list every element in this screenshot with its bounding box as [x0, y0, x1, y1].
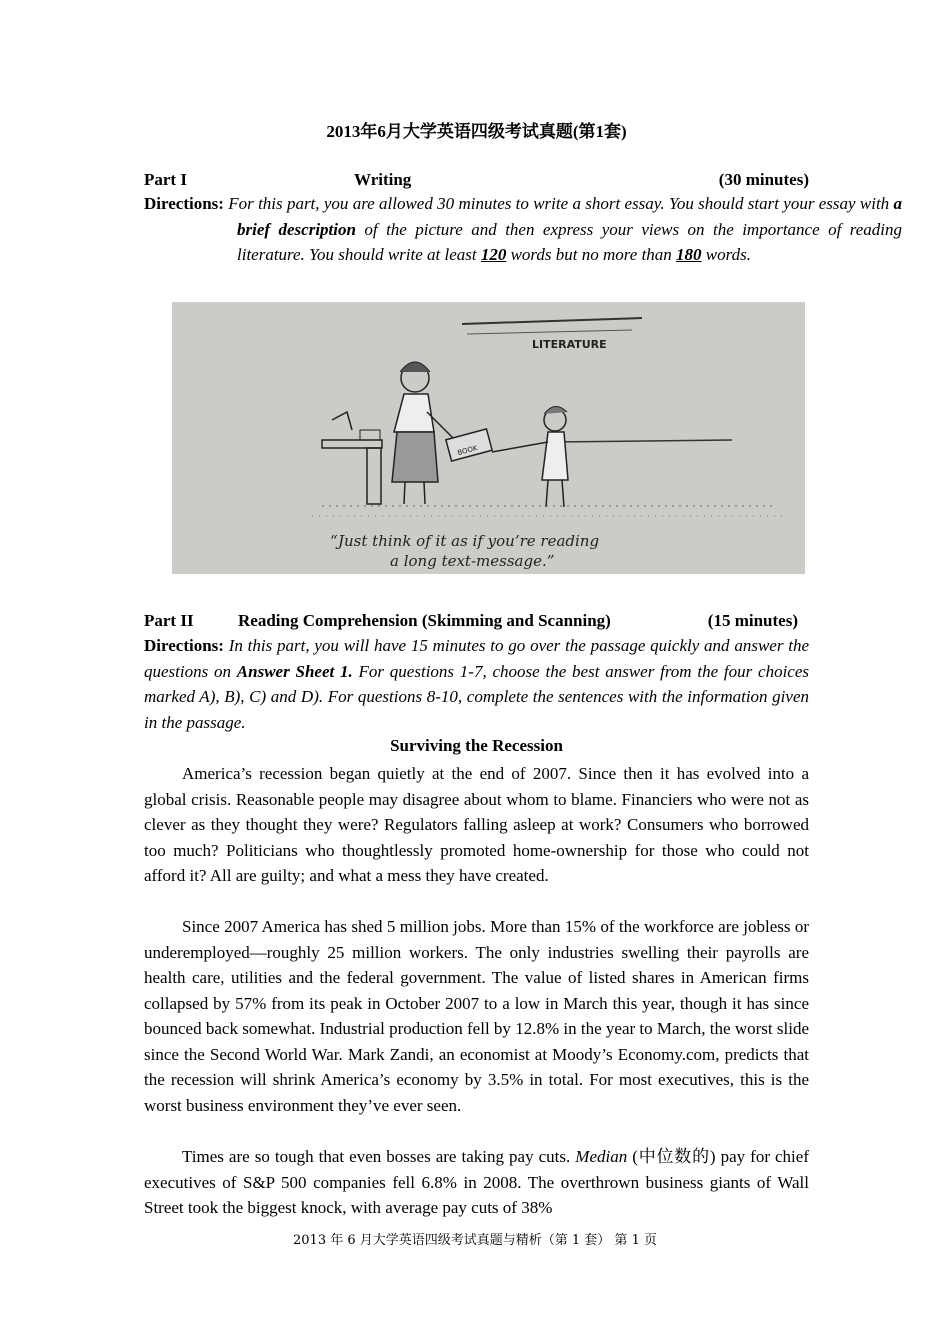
part1-label: Part I [144, 170, 187, 189]
sign-text: LITERATURE [532, 338, 607, 351]
part2-header [144, 611, 809, 635]
part2-directions-label: Directions: [144, 636, 224, 655]
part1-directions: Directions: For this part, you are allowed 30 minutes to write a short essay. You should start your essay with a brief description of the picture and then express your views on the importance of reading literature. You should write at least 120 words but no more than 180 words. [144, 194, 902, 264]
max-words: 180 [676, 245, 702, 264]
part1-directions-label: Directions: [144, 194, 224, 213]
cartoon-caption-line2: a long text-message.” [390, 552, 555, 570]
page-title: 2013年6月大学英语四级考试真题(第1套) [326, 122, 627, 141]
min-words: 120 [480, 245, 507, 264]
article-paragraph-3: Times are so tough that even bosses are taking pay cuts. Median (中位数的) pay for chief executives of S&P 500 companies fell 6.8% in 2008. The overthrown business giants of Wall Street took the biggest knock, with average pay cuts of 38% [144, 1147, 809, 1217]
literature-cartoon [172, 302, 805, 574]
book-label: BOOK [456, 444, 479, 458]
part2-label: Part II [144, 611, 194, 630]
article-title: Surviving the Recession [390, 736, 563, 755]
cartoon-caption-line1: “Just think of it as if you’re reading [330, 532, 600, 550]
part2-directions: Directions: In this part, you will have 15 minutes to go over the passage quickly and answer the questions on Answer Sheet 1. For questions 1-7, choose the best answer from the four choices marked A), B), C) and D). For questions 8-10, complete the sentences with the information given in the passage. [144, 636, 809, 732]
article-paragraph-2: Since 2007 America has shed 5 million jobs. More than 15% of the workforce are jobless or underemployed—roughly 25 million workers. The only industries swelling their payrolls are health care, utilities and the federal government. The value of listed shares in American firms collapsed by 57% from its peak in October 2007 to a low in March this year, though it has since bounced back somewhat. Industrial production fell by 12.8% in the year to March, the worst slide since the Second World War. Mark Zandi, an economist at Moody’s Economy.com, predicts that the recession will shrink America’s economy by 3.5% in total. For most executives, this is the worst business environment they’ve ever seen. [144, 917, 809, 1115]
part1-time: (30 minutes) [718, 170, 809, 189]
part2-time: (15 minutes) [707, 611, 798, 630]
part1-section: Writing [354, 170, 412, 189]
article-paragraph-1: America’s recession began quietly at the end of 2007. Since then it has evolved into a global crisis. Reasonable people may disagree about whom to blame. Financiers who were not as clever as they thought they were? Regulators falling asleep at work? Consumers who borrowed too much? Politicians who thoughtlessly promoted home-ownership for those who could not afford it? All are guilty; and what a mess they have created. [144, 764, 809, 885]
page-footer: 2013 年 6 月大学英语四级考试真题与精析（第 1 套） 第 1 页 [293, 1233, 657, 1248]
part2-section: Reading Comprehension (Skimming and Scanning) [238, 611, 611, 630]
